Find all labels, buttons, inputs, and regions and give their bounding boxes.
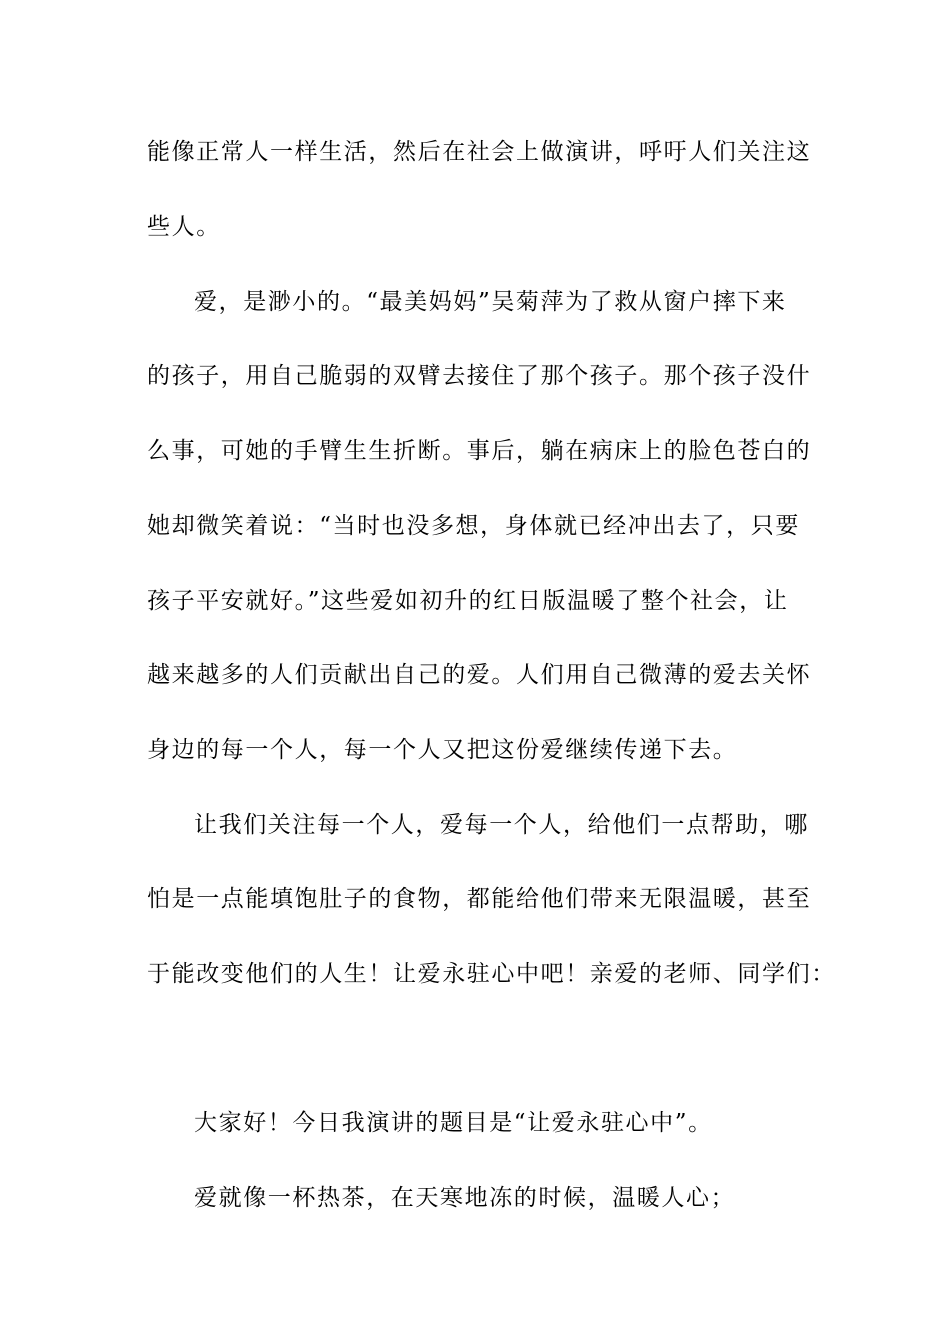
text-line: 于能改变他们的人生！让爱永驻心中吧！亲爱的老师、同学们： bbox=[147, 961, 836, 987]
text-line: 么事，可她的手臂生生折断。事后，躺在病床上的脸色苍白的 bbox=[147, 438, 812, 464]
text-line: 能像正常人一样生活，然后在社会上做演讲，呼吁人们关注这 bbox=[147, 139, 812, 165]
paragraph-start-line: 爱就像一杯热茶，在天寒地冻的时候，温暖人心； bbox=[194, 1185, 736, 1211]
text-line: 越来越多的人们贡献出自己的爱。人们用自己微薄的爱去关怀 bbox=[147, 662, 812, 688]
text-line: 她却微笑着说：“当时也没多想，身体就已经冲出去了，只要 bbox=[147, 513, 800, 539]
text-line: 怕是一点能填饱肚子的食物，都能给他们带来无限温暖，甚至 bbox=[147, 886, 812, 912]
text-line: 些人。 bbox=[147, 214, 221, 240]
text-line: 身边的每一个人，每一个人又把这份爱继续传递下去。 bbox=[147, 737, 738, 763]
paragraph-start-line: 大家好！今日我演讲的题目是“让爱永驻心中”。 bbox=[194, 1110, 713, 1136]
text-line: 孩子平安就好。”这些爱如初升的红日版温暖了整个社会，让 bbox=[147, 588, 789, 614]
paragraph-start-line: 爱，是渺小的。“最美妈妈”吴菊萍为了救从窗户摔下来 bbox=[194, 289, 787, 315]
text-line: 的孩子，用自己脆弱的双臂去接住了那个孩子。那个孩子没什 bbox=[147, 363, 812, 389]
paragraph-start-line: 让我们关注每一个人，爱每一个人，给他们一点帮助，哪 bbox=[194, 812, 809, 838]
